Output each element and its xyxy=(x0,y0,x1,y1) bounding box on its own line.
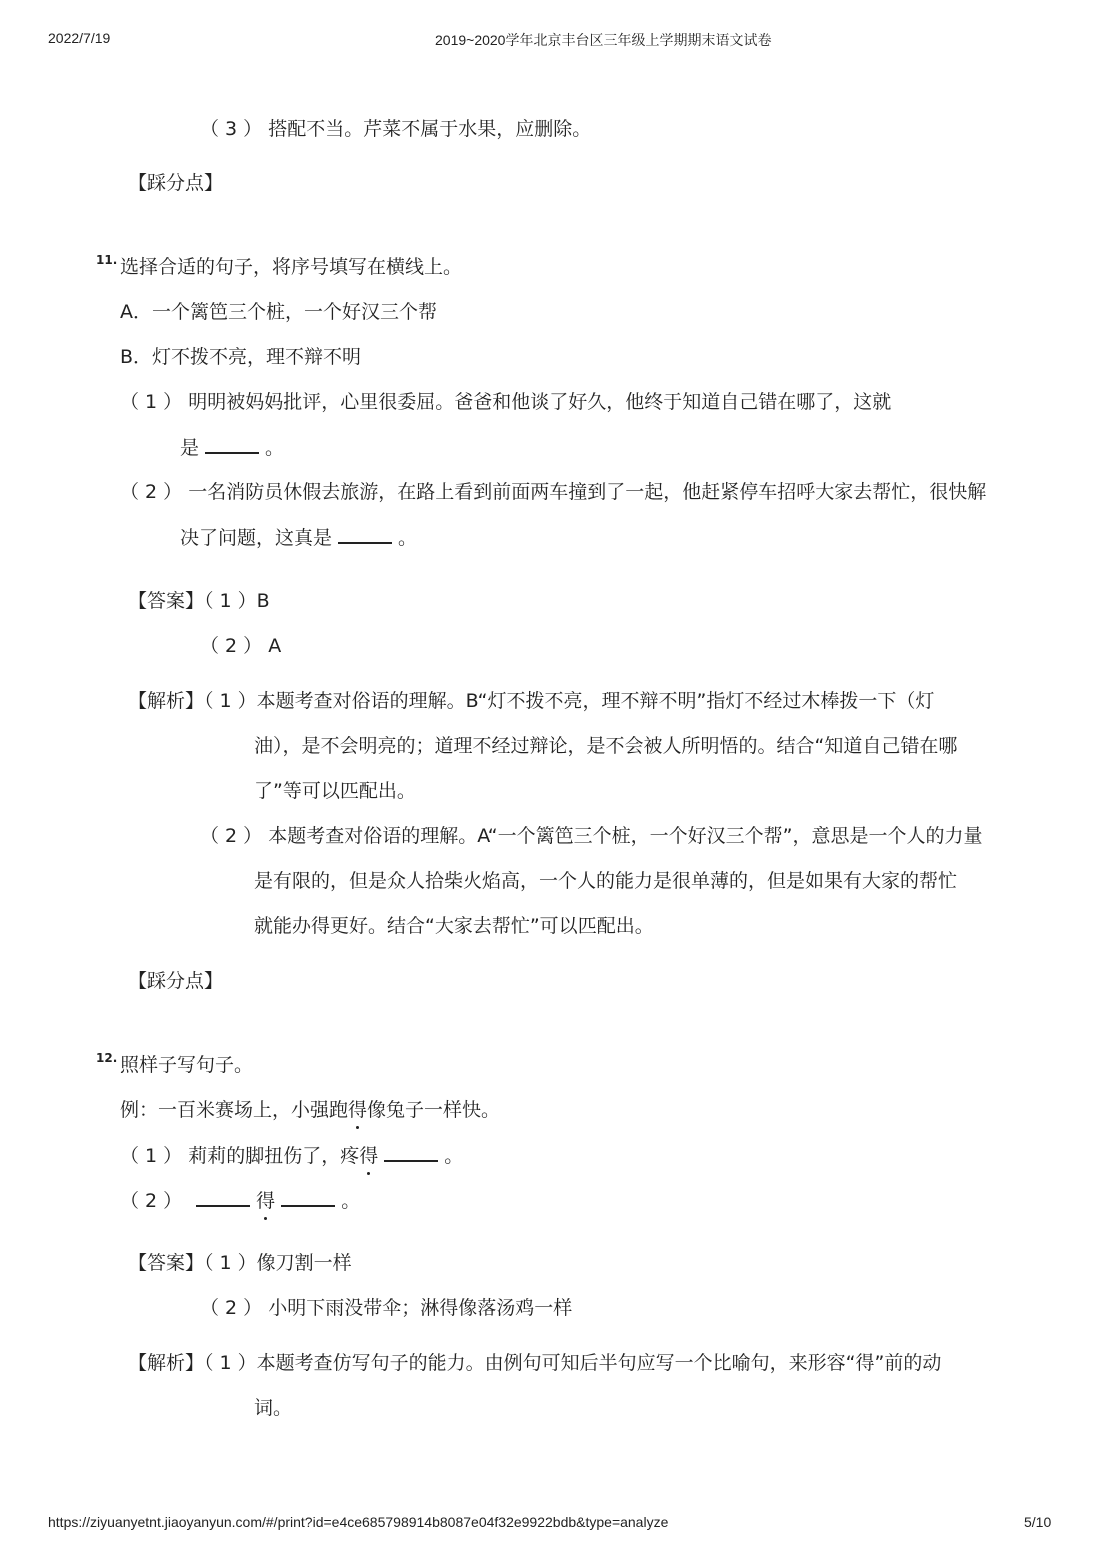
question-11-explanation xyxy=(128,688,934,714)
question-12-sentence-1 xyxy=(120,1142,463,1169)
source-url: https://ziyuanyetnt.jiaoyanyun.com/#/print?id=e4ce685798914b8087e04f32e9922bdb&type=analyze xyxy=(48,1514,669,1530)
question-11-prompt: 选择合适的句子，将序号填写在横线上。 xyxy=(120,256,463,278)
question-11-sentence-2-cont xyxy=(180,524,417,551)
question-11-option-b: B．灯不拨不亮，理不辩不明 xyxy=(120,346,362,368)
question-12-answer-2: （ 2 ） 小明下雨没带伞；淋得像落汤鸡一样 xyxy=(200,1297,573,1319)
emphasis-de: 得 xyxy=(348,1099,368,1121)
question-11-answer-2: （ 2 ） A xyxy=(200,635,282,657)
emphasis-de: 得 xyxy=(359,1145,379,1167)
sentence-text: （ 1 ） 莉莉的脚扭伤了，疼 xyxy=(120,1145,360,1167)
explanation-1-line-1: （ 1 ）本题考查对俗语的理解。B“灯不拨不亮，理不辩不明”指灯不经过木棒拨一下（灯 xyxy=(204,690,935,712)
explanation-label: 【解析】 xyxy=(128,690,205,712)
explanation-1-line-2: 油），是不会明亮的；道理不经过辩论，是不会被人所明悟的。结合“知道自己错在哪 xyxy=(254,735,958,757)
question-11-sentence-2: （ 2 ） 一名消防员休假去旅游，在路上看到前面两车撞到了一起，他赶紧停车招呼大家去帮忙，很快解 xyxy=(120,481,987,503)
document-title: 2019~2020学年北京丰台区三年级上学期期末语文试卷 xyxy=(435,32,772,48)
sentence-end: 。 xyxy=(265,437,285,459)
answer-blank[interactable] xyxy=(281,1187,335,1207)
question-11-number: 11. xyxy=(96,253,118,267)
sentence-text: 是 xyxy=(180,437,200,459)
explanation-1-line-2: 词。 xyxy=(254,1397,293,1419)
explanation-label: 【解析】 xyxy=(128,1352,205,1374)
page-number: 5/10 xyxy=(1024,1514,1052,1530)
sentence-end: 。 xyxy=(341,1190,361,1212)
question-12-sentence-2 xyxy=(120,1187,360,1214)
answer-1: （ 1 ）像刀割一样 xyxy=(204,1252,352,1274)
print-date: 2022/7/19 xyxy=(48,30,111,46)
explanation-1-line-1: （ 1 ）本题考查仿写句子的能力。由例句可知后半句应写一个比喻句，来形容“得”前的动 xyxy=(204,1352,942,1374)
explanation-1-line-3: 了”等可以匹配出。 xyxy=(254,780,416,802)
prev-item-line-3: （ 3 ） 搭配不当。芹菜不属于水果，应删除。 xyxy=(200,118,592,140)
question-11-answer xyxy=(128,588,270,614)
question-12-answer xyxy=(128,1250,352,1276)
explanation-2-line-1: （ 2 ） 本题考查对俗语的理解。A“一个篱笆三个桩，一个好汉三个帮”，意思是一个人的力量 xyxy=(200,825,983,847)
question-12-explanation xyxy=(128,1350,941,1376)
answer-blank[interactable] xyxy=(196,1187,250,1207)
example-text: 例：一百米赛场上，小强跑 xyxy=(120,1099,349,1121)
question-12-example xyxy=(120,1097,500,1123)
sentence-end: 。 xyxy=(444,1145,464,1167)
answer-blank[interactable] xyxy=(384,1142,438,1162)
example-text-end: 像兔子一样快。 xyxy=(367,1099,501,1121)
question-11-sentence-1-cont xyxy=(180,434,284,461)
explanation-2-line-2: 是有限的，但是众人拾柴火焰高，一个人的能力是很单薄的，但是如果有大家的帮忙 xyxy=(254,870,958,892)
answer-label: 【答案】 xyxy=(128,1252,205,1274)
answer-blank[interactable] xyxy=(338,524,392,544)
question-11-score-label: 【踩分点】 xyxy=(128,970,224,992)
prev-item-score-label: 【踩分点】 xyxy=(128,172,224,194)
emphasis-de: 得 xyxy=(256,1190,276,1212)
answer-label: 【答案】 xyxy=(128,590,205,612)
explanation-2-line-3: 就能办得更好。结合“大家去帮忙”可以匹配出。 xyxy=(254,915,654,937)
answer-blank[interactable] xyxy=(205,434,259,454)
sentence-text: 决了问题，这真是 xyxy=(180,527,333,549)
question-11-sentence-1: （ 1 ） 明明被妈妈批评，心里很委屈。爸爸和他谈了好久，他终于知道自己错在哪了，这就 xyxy=(120,391,892,413)
sentence-number: （ 2 ） xyxy=(120,1190,183,1212)
sentence-end: 。 xyxy=(398,527,418,549)
question-12-prompt: 照样子写句子。 xyxy=(120,1054,254,1076)
question-12-number: 12. xyxy=(96,1051,118,1065)
question-11-option-a: A．一个篱笆三个桩，一个好汉三个帮 xyxy=(120,301,437,323)
answer-1: （ 1 ）B xyxy=(204,590,270,612)
